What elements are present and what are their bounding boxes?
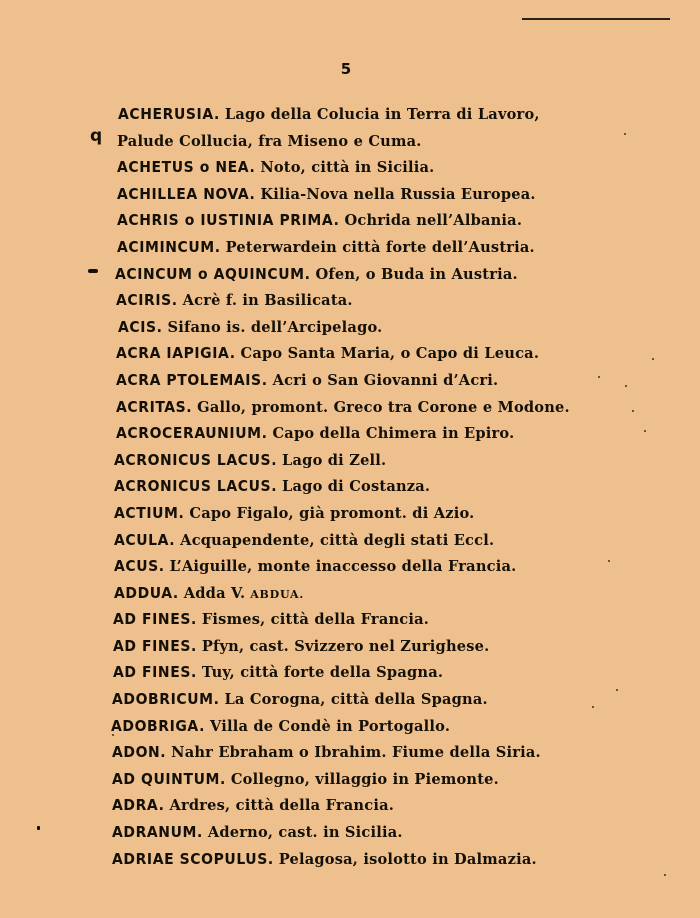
entry-description: Ochrida nell’Albania. <box>344 212 523 230</box>
entry-headword: ACIS. <box>118 317 163 336</box>
entry-headword: AD FINES. <box>113 663 197 682</box>
entry-description: L’Aiguille, monte inaccesso della Francia. <box>169 558 517 576</box>
entry-headword: ACRITAS. <box>116 397 193 416</box>
entry-description: Peterwardein città forte dell’Austria. <box>225 238 535 256</box>
entry-description: Noto, città in Sicilia. <box>260 159 435 177</box>
entry-headword: ACHILLEA NOVA. <box>117 184 256 203</box>
entry-headword: ACRONICUS LACUS. <box>114 450 278 469</box>
entry-headword: ACIRIS. <box>116 291 178 310</box>
ink-speck <box>664 874 666 876</box>
entry-line <box>0 713 700 740</box>
entry-line <box>0 101 700 128</box>
entry-headword: ACIMINCUM. <box>117 237 221 256</box>
entry-description: Lago della Colucia in Terra di Lavoro, <box>224 106 540 123</box>
entry-headword: ACRONICUS LACUS. <box>114 477 278 496</box>
entry-line <box>0 181 700 208</box>
entry-headword: AD FINES. <box>113 610 197 629</box>
entry-description: Palude Collucia, fra Miseno e Cuma. <box>117 132 422 150</box>
entry-line <box>0 287 700 314</box>
margin-mark-q: q <box>90 126 103 146</box>
entry-line <box>0 606 700 633</box>
entry-line <box>0 739 700 766</box>
entry-description: Tuy, città forte della Spagna. <box>201 664 444 682</box>
entry-description: Kilia-Nova nella Russia Europea. <box>260 185 536 203</box>
entry-line <box>0 367 700 394</box>
entry-description: Ardres, città della Francia. <box>169 797 395 815</box>
page-number: 5 <box>340 60 352 78</box>
entry-description: Pelagosa, isolotto in Dalmazia. <box>278 850 537 868</box>
entry-description: Acquapendente, città degli stati Eccl. <box>180 531 495 549</box>
entry-headword: ADON. <box>112 743 167 762</box>
entry-headword: ACHERUSIA. <box>118 105 220 123</box>
entry-headword: ACUS. <box>114 557 165 576</box>
entry-line <box>0 792 700 819</box>
entry-description: Sifano is. dell’Arcipelago. <box>167 318 383 336</box>
entry-description: Acrè f. in Basilicata. <box>182 292 353 310</box>
entry-headword: ACINCUM o AQUINCUM. <box>115 264 311 283</box>
entry-cross-reference: ABDUA. <box>250 587 305 601</box>
entry-headword: ACRA PTOLEMAIS. <box>116 370 268 389</box>
entry-description: Lago di Zell. <box>282 451 387 469</box>
entry-line <box>0 340 700 367</box>
entry-headword: ACROCERAUNIUM. <box>116 424 268 443</box>
entry-line <box>0 154 700 181</box>
entry-headword: ADRA. <box>112 796 165 815</box>
entry-headword: ADDUA. <box>114 583 179 602</box>
entry-line <box>0 553 700 580</box>
entry-headword: ACHETUS o NEA. <box>117 158 256 177</box>
entry-headword: AD FINES. <box>113 636 197 655</box>
entry-line <box>0 580 700 607</box>
entry-description: Ofen, o Buda in Austria. <box>315 265 518 283</box>
entry-headword: ACRA IAPIGIA. <box>116 344 236 363</box>
entry-line <box>0 766 700 793</box>
entry-line <box>0 234 700 261</box>
entry-line <box>0 659 700 686</box>
entry-line <box>0 314 700 341</box>
entry-line <box>0 207 700 234</box>
entry-headword: AD QUINTUM. <box>112 769 226 788</box>
entry-line <box>0 447 700 474</box>
entry-description: Adda V. <box>183 584 246 602</box>
entry-line <box>0 473 700 500</box>
entry-description: Lago di Costanza. <box>282 478 431 496</box>
gazetteer-entries <box>0 101 700 872</box>
entry-description: Aderno, cast. in Sicilia. <box>207 824 403 842</box>
entry-line <box>0 128 700 155</box>
entry-line <box>0 633 700 660</box>
entry-line <box>0 686 700 713</box>
entry-headword: ADOBRIGA. <box>111 716 205 735</box>
entry-description: Capo della Chimera in Epiro. <box>272 425 515 443</box>
entry-headword: ACULA. <box>114 530 176 549</box>
entry-description: Gallo, promont. Greco tra Corone e Modone. <box>197 398 570 416</box>
entry-description: La Corogna, città della Spagna. <box>224 691 488 709</box>
entry-description: Fismes, città della Francia. <box>201 611 430 629</box>
entry-line <box>0 846 700 873</box>
entry-description: Capo Figalo, già promont. di Azio. <box>189 504 475 522</box>
entry-headword: ADRIAE SCOPULUS. <box>112 849 274 868</box>
entry-description: Nahr Ebraham o Ibrahim. Fiume della Siria. <box>171 744 541 762</box>
entry-headword: ADOBRICUM. <box>112 690 220 709</box>
entry-line <box>0 819 700 846</box>
entry-description: Collegno, villaggio in Piemonte. <box>230 770 499 788</box>
entry-line <box>0 261 700 288</box>
entry-headword: ACHRIS o IUSTINIA PRIMA. <box>117 211 340 230</box>
top-rule <box>522 18 670 20</box>
entry-line <box>0 527 700 554</box>
entry-headword: ACTIUM. <box>114 503 185 522</box>
entry-headword: ADRANUM. <box>112 823 203 842</box>
entry-description: Capo Santa Maria, o Capo di Leuca. <box>240 345 540 363</box>
entry-line <box>0 394 700 421</box>
entry-description: Villa de Condè in Portogallo. <box>209 717 451 735</box>
entry-description: Pfyn, cast. Svizzero nel Zurighese. <box>201 637 490 655</box>
entry-line <box>0 420 700 447</box>
entry-description: Acri o San Giovanni d’Acri. <box>272 371 499 389</box>
entry-line <box>0 500 700 527</box>
